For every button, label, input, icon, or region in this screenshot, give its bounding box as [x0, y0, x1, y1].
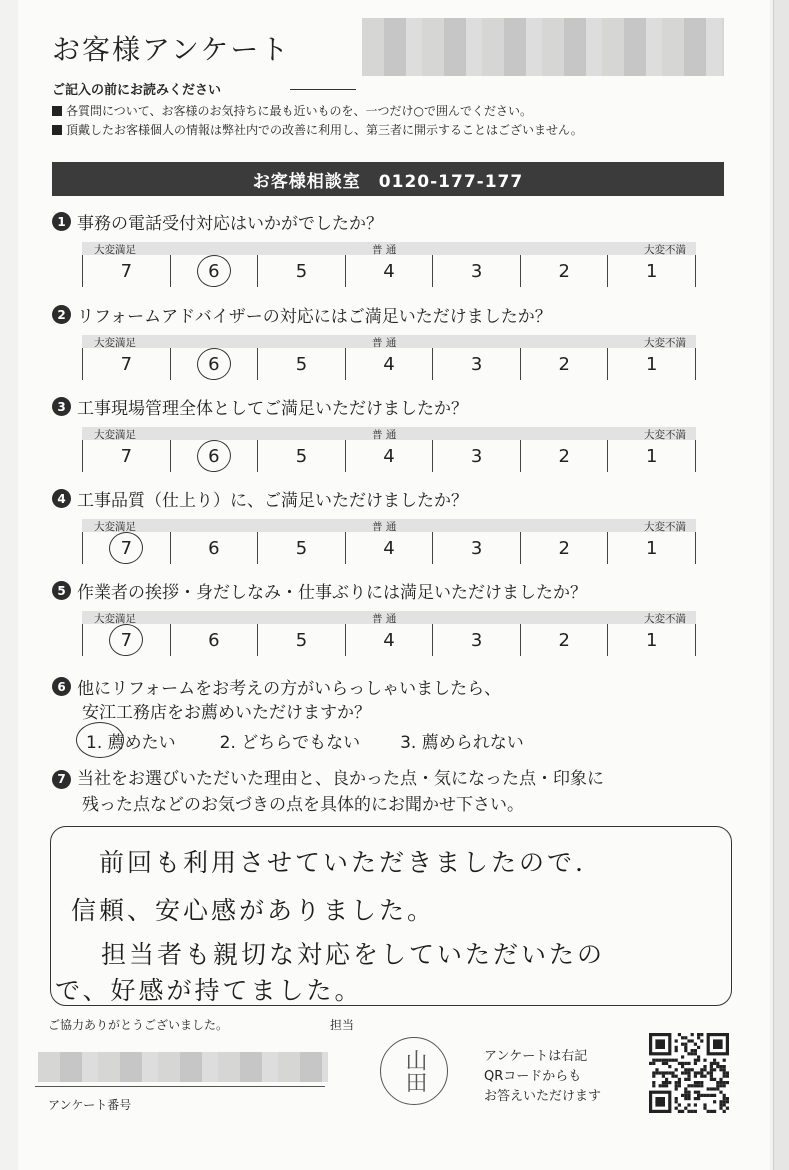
rating-option-1[interactable]: 1 [608, 532, 696, 564]
rating-option-7[interactable]: 7 [83, 532, 171, 564]
free-answer-box[interactable] [50, 826, 732, 1006]
note-1 [52, 102, 532, 119]
question-text: 工事品質（仕上り）に、ご満足いただけましたか？ [77, 491, 468, 511]
scale-options [82, 532, 696, 564]
question-number: 2 [52, 305, 71, 324]
rating-option-2[interactable]: 2 [521, 440, 609, 472]
scale-header [82, 518, 696, 532]
rating-option-6[interactable]: 6 [171, 624, 259, 656]
question-number: 7 [52, 770, 71, 789]
scale-options [82, 348, 696, 380]
rating-option-6[interactable]: 6 [171, 348, 259, 380]
rating-option-4[interactable]: 4 [346, 255, 434, 287]
note-text: 頂戴したお客様個人の情報は弊社内での改善に利用し、第三者に開示することはございません。 [66, 123, 583, 137]
qr-instructions [484, 1047, 601, 1107]
rating-scale [82, 518, 696, 564]
rating-option-1[interactable]: 1 [608, 440, 696, 472]
rating-option-2[interactable]: 2 [521, 255, 609, 287]
scale-left-label: 大変満足 [94, 337, 136, 349]
question-6 [52, 674, 501, 699]
scale-options [82, 624, 696, 656]
rating-option-3[interactable]: 3 [433, 532, 521, 564]
question-3 [52, 394, 468, 419]
scale-right-label: 大変不満 [644, 429, 686, 441]
note-2 [52, 121, 583, 138]
scale-right-label: 大変不満 [644, 244, 686, 256]
survey-title: お客様アンケート [52, 33, 291, 66]
scale-left-label: 大変満足 [94, 613, 136, 625]
scale-left-label: 大変満足 [94, 244, 136, 256]
rating-option-4[interactable]: 4 [346, 624, 434, 656]
question-7 [52, 766, 604, 818]
question-text: 事務の電話受付対応はいかがでしたか？ [77, 214, 383, 234]
option-recommend[interactable]: 1. 薦めたい [82, 728, 180, 753]
question-5 [52, 578, 587, 603]
rating-option-1[interactable]: 1 [608, 348, 696, 380]
qr-text-line: QRコードからも [484, 1069, 582, 1084]
rating-option-4[interactable]: 4 [346, 348, 434, 380]
bullet-square-icon [52, 106, 62, 116]
rating-option-5[interactable]: 5 [258, 624, 346, 656]
question-text-line2: 残った点などのお気づきの点を具体的にお聞かせ下さい。 [82, 795, 524, 815]
rating-option-2[interactable]: 2 [521, 624, 609, 656]
question-1 [52, 209, 383, 234]
scale-header [82, 610, 696, 624]
rating-option-2[interactable]: 2 [521, 532, 609, 564]
handwritten-line: 信頼、安心感がありました。 [71, 896, 436, 925]
option-not-recommend[interactable]: 3. 薦められない [400, 733, 524, 753]
redacted-survey-number [38, 1052, 328, 1082]
rating-option-1[interactable]: 1 [608, 255, 696, 287]
question-number: 5 [52, 581, 71, 600]
scale-right-label: 大変不満 [644, 521, 686, 533]
rating-option-5[interactable]: 5 [258, 348, 346, 380]
rating-scale [82, 426, 696, 472]
question-text: 工事現場管理全体としてご満足いただけましたか？ [77, 399, 468, 419]
rating-option-2[interactable]: 2 [521, 348, 609, 380]
scale-left-label: 大変満足 [94, 521, 136, 533]
question-2 [52, 302, 552, 327]
question-text: リフォームアドバイザーの対応にはご満足いただけましたか？ [77, 307, 552, 327]
rating-option-1[interactable]: 1 [608, 624, 696, 656]
handwritten-line: で、好感が持てました。 [55, 976, 363, 1005]
scale-header [82, 426, 696, 440]
note-text: 各質問について、お客様のお気持ちに最も近いものを、一つだけ○で囲んでください。 [66, 104, 532, 118]
rating-option-5[interactable]: 5 [258, 440, 346, 472]
handwritten-line: 前回も利用させていただきましたので. [99, 848, 586, 877]
rating-scale [82, 334, 696, 380]
thanks-text: ご協力ありがとうございました。 [48, 1018, 229, 1032]
bullet-square-icon [52, 125, 62, 135]
support-banner: お客様相談室 0120-177-177 [52, 162, 724, 196]
rating-scale [82, 610, 696, 656]
scale-header [82, 334, 696, 348]
rating-option-3[interactable]: 3 [433, 624, 521, 656]
handwritten-line: 担当者も親切な対応をしていただいたの [101, 940, 606, 969]
stamp-text: 山田 [402, 1049, 427, 1093]
rating-option-5[interactable]: 5 [258, 255, 346, 287]
scale-right-label: 大変不満 [644, 613, 686, 625]
question-6-options [82, 728, 524, 753]
scale-mid-label: 普 通 [372, 244, 397, 256]
rating-option-3[interactable]: 3 [433, 440, 521, 472]
rating-option-6[interactable]: 6 [171, 532, 259, 564]
question-number: 1 [52, 212, 71, 231]
scale-mid-label: 普 通 [372, 337, 397, 349]
rating-option-7[interactable]: 7 [83, 440, 171, 472]
rating-option-7[interactable]: 7 [83, 348, 171, 380]
rating-option-6[interactable]: 6 [171, 255, 259, 287]
qr-text-line: お答えいただけます [484, 1089, 602, 1104]
scale-right-label: 大変不満 [644, 337, 686, 349]
scale-mid-label: 普 通 [372, 429, 397, 441]
rating-option-4[interactable]: 4 [346, 440, 434, 472]
page-edge [773, 0, 789, 1170]
question-number: 3 [52, 397, 71, 416]
scale-options [82, 255, 696, 287]
survey-number-label: アンケート番号 [48, 1098, 132, 1112]
divider [35, 1086, 325, 1087]
question-text: 作業者の挨拶・身だしなみ・仕事ぶりには満足いただけましたか？ [77, 583, 587, 603]
option-neutral[interactable]: 2. どちらでもない [219, 733, 361, 753]
question-number: 4 [52, 489, 71, 508]
qr-code-icon[interactable] [649, 1033, 729, 1113]
rating-option-3[interactable]: 3 [433, 255, 521, 287]
question-4 [52, 486, 468, 511]
question-text: 当社をお選びいただいた理由と、良かった点・気になった点・印象に [77, 769, 604, 789]
divider [290, 89, 356, 90]
question-number: 6 [52, 677, 71, 696]
scale-mid-label: 普 通 [372, 521, 397, 533]
rating-option-3[interactable]: 3 [433, 348, 521, 380]
question-text: 他にリフォームをお考えの方がいらっしゃいましたら、 [77, 679, 502, 699]
rating-option-4[interactable]: 4 [346, 532, 434, 564]
rating-scale [82, 241, 696, 287]
rating-option-7[interactable]: 7 [83, 255, 171, 287]
question-6-line2: 安江工務店をお薦めいただけますか？ [82, 703, 371, 723]
scale-left-label: 大変満足 [94, 429, 136, 441]
staff-label: 担当 [330, 1018, 355, 1032]
redacted-header [362, 18, 724, 76]
pre-note-heading: ご記入の前にお読みください [52, 83, 222, 98]
scale-header [82, 241, 696, 255]
scale-options [82, 440, 696, 472]
qr-text-line: アンケートは右記 [484, 1049, 588, 1064]
rating-option-6[interactable]: 6 [171, 440, 259, 472]
rating-option-5[interactable]: 5 [258, 532, 346, 564]
scale-mid-label: 普 通 [372, 613, 397, 625]
rating-option-7[interactable]: 7 [83, 624, 171, 656]
staff-seal-stamp [380, 1037, 448, 1105]
